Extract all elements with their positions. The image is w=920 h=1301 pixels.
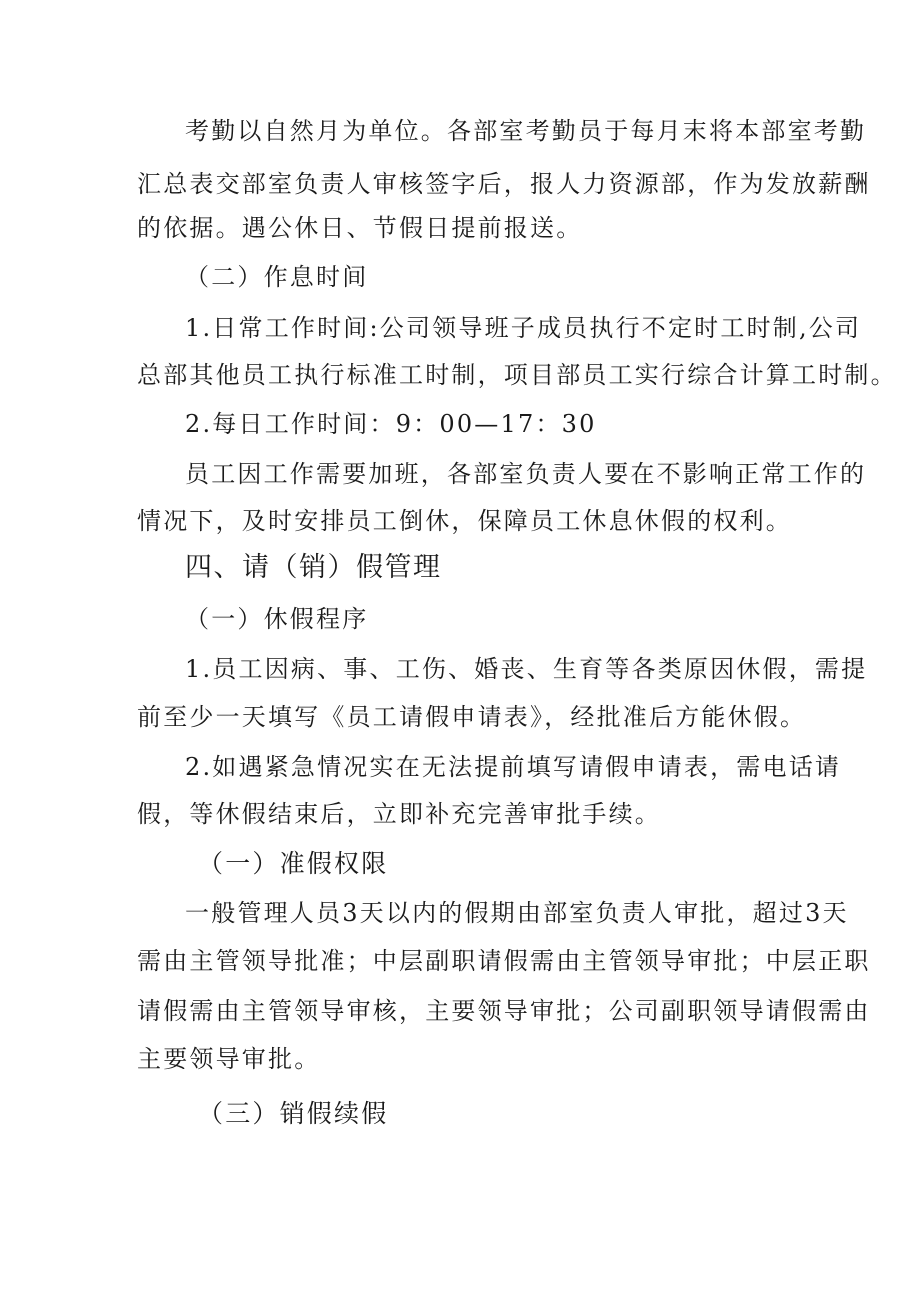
paragraph-overtime-line-1: 员工因工作需要加班，各部室负责人要在不影响正常工作的 [185,460,867,488]
heading-leave-procedure: （一）休假程序 [185,605,369,633]
procedure-item-2-line-1: 2.如遇紧急情况实在无法提前填写请假申请表，需电话请 [185,753,842,781]
paragraph-authority-line-4: 主要领导审批。 [137,1045,321,1073]
paragraph-overtime-line-2: 情况下，及时安排员工倒休，保障员工休息休假的权利。 [137,507,792,535]
paragraph-attendance-line-2: 汇总表交部室负责人审核签字后，报人力资源部，作为发放薪酬 [137,170,871,198]
work-time-item-1-line-1: 1.日常工作时间:公司领导班子成员执行不定时工时制,公司 [185,314,862,342]
paragraph-authority-line-2: 需由主管领导批准；中层副职请假需由主管领导审批；中层正职 [137,947,871,975]
paragraph-attendance-line-1: 考勤以自然月为单位。各部室考勤员于每月末将本部室考勤 [185,117,867,145]
heading-cancel-extend-leave: （三）销假续假 [198,1099,389,1128]
paragraph-attendance-line-3: 的依据。遇公休日、节假日提前报送。 [137,214,583,242]
paragraph-authority-line-1: 一般管理人员3天以内的假期由部室负责人审批，超过3天 [185,899,849,927]
heading-rest-time: （二）作息时间 [185,263,369,291]
work-time-item-1-line-2: 总部其他员工执行标准工时制，项目部员工实行综合计算工时制。 [137,361,897,389]
procedure-item-1-line-1: 1.员工因病、事、工伤、婚丧、生育等各类原因休假，需提 [185,655,868,683]
procedure-item-2-line-2: 假，等休假结束后，立即补充完善审批手续。 [137,800,661,828]
heading-leave-authority: （一）准假权限 [198,849,389,878]
heading-leave-management: 四、请（销）假管理 [185,552,442,583]
procedure-item-1-line-2: 前至少一天填写《员工请假申请表》，经批准后方能休假。 [137,703,807,731]
paragraph-authority-line-3: 请假需由主管领导审核，主要领导审批；公司副职领导请假需由 [137,997,871,1025]
work-time-item-2: 2.每日工作时间：9：00—17：30 [185,410,597,438]
